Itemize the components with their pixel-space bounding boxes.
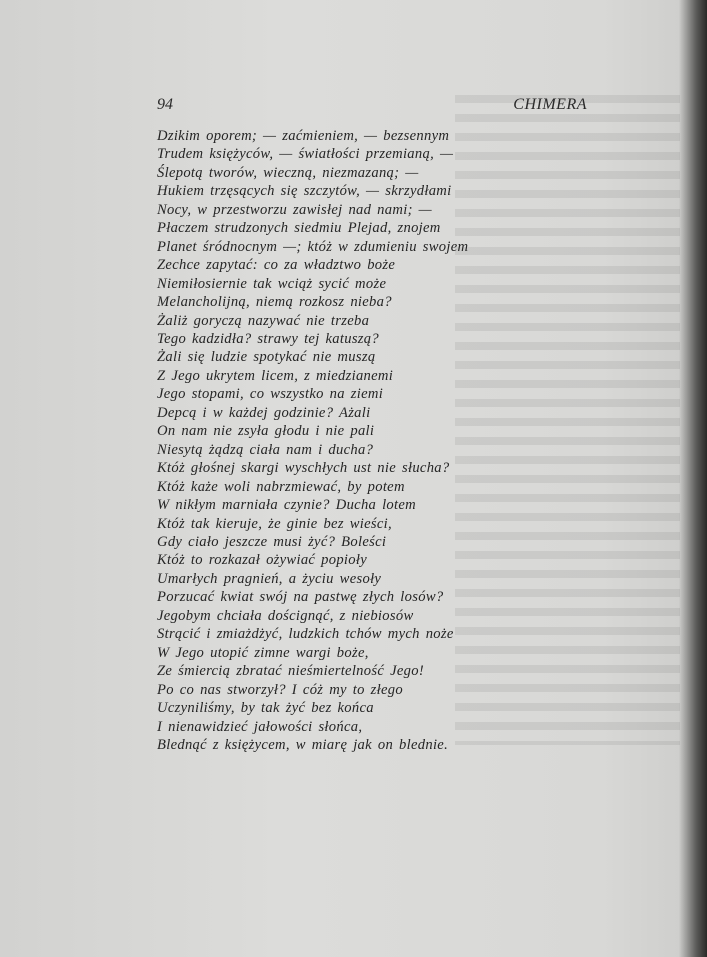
poem-line: Po co nas stworzył? I cóż my to złego: [157, 681, 403, 698]
poem-line: Dzikim oporem; — zaćmieniem, — bezsennym: [157, 128, 450, 144]
poem-line: Niesytą żądzą ciała nam i ducha?: [157, 441, 374, 458]
poem-line: On nam nie zsyła głodu i nie pali: [157, 423, 375, 440]
show-through-text: [455, 95, 680, 745]
poem-line: Ze śmiercią zbratać nieśmiertelność Jego!: [157, 663, 424, 680]
poem-line: W nikłym marniała czynie? Ducha lotem: [157, 497, 417, 514]
poem-line: Któż to rozkazał ożywiać popioły: [157, 552, 368, 569]
poem-line: Płaczem strudzonych siedmiu Plejad, znojem: [157, 220, 441, 237]
poem-line: Jego stopami, co wszystko na ziemi: [157, 386, 384, 403]
poem-line: Gdy ciało jeszcze musi żyć? Boleści: [157, 533, 387, 550]
poem-line: Żaliż goryczą nazywać nie trzeba: [157, 312, 370, 329]
poem-line: Nocy, w przestworzu zawisłej nad nami; —: [157, 201, 432, 218]
poem-line: Hukiem trzęsących się szczytów, — skrzydłami: [157, 183, 452, 200]
page-number: 94: [157, 96, 173, 113]
poem-line: Zechce zapytać: co za władztwo boże: [157, 257, 396, 274]
poem-line: Żali się ludzie spotykać nie muszą: [157, 349, 376, 366]
poem-line: I nienawidzieć jałowości słońca,: [157, 718, 363, 735]
poem-line: Depcą i w każdej godzinie? Ażali: [157, 404, 371, 421]
poem-text: [157, 127, 468, 754]
poem-line: W Jego utopić zimne wargi boże,: [157, 644, 369, 661]
poem-line: Niemiłosiernie tak wciąż sycić może: [157, 275, 387, 292]
poem-line: Któż głośnej skargi wyschłych ust nie słucha?: [157, 460, 450, 477]
running-title: CHIMERA: [513, 96, 587, 113]
poem-line: Uczyniliśmy, by tak żyć bez końca: [157, 700, 374, 717]
poem-line: Z Jego ukrytem licem, z miedzianemi: [157, 367, 394, 384]
poem-line: Tego kadzidła? strawy tej katuszą?: [157, 330, 379, 347]
poem-line: Blednąć z księżycem, w miarę jak on blednie.: [157, 736, 449, 753]
poem-line: Planet śródnocnym —; któż w zdumieniu swojem: [157, 238, 469, 255]
poem-line: Porzucać kwiat swój na pastwę złych losów?: [157, 589, 444, 606]
poem-line: Jegobym chciała doścignąć, z niebiosów: [157, 607, 414, 624]
poem-line: Któż tak kieruje, że ginie bez wieści,: [157, 515, 392, 532]
poem-line: Strącić i zmiażdżyć, ludzkich tchów mych noże: [157, 626, 454, 643]
poem-line: Trudem księżyców, — światłości przemianą, —: [157, 146, 454, 163]
poem-line: Umarłych pragnień, a życiu wesoły: [157, 570, 382, 587]
poem-line: Melancholijną, niemą rozkosz nieba?: [157, 294, 392, 311]
poem-line: Któż każe woli nabrzmiewać, by potem: [157, 478, 405, 495]
poem-line: Ślepotą tworów, wieczną, niezmazaną; —: [157, 164, 419, 181]
